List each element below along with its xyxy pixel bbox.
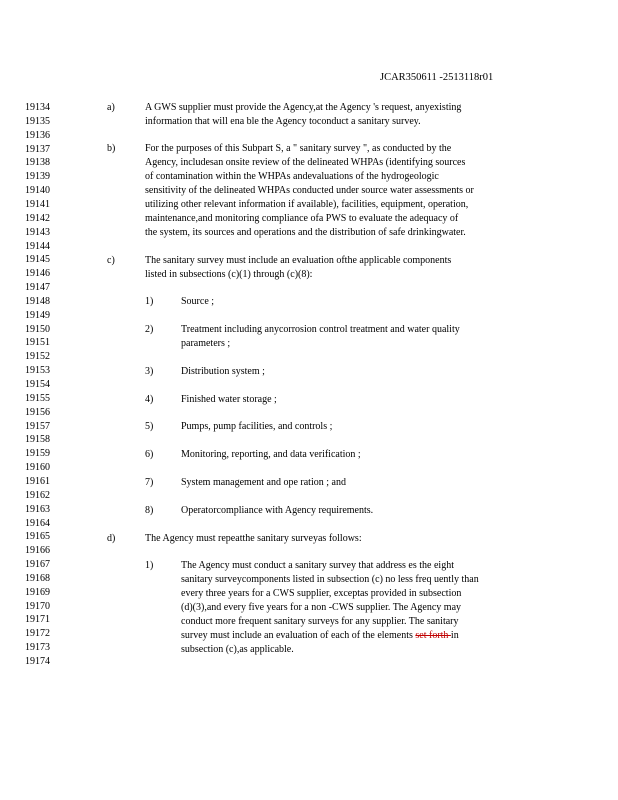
section-c-label: c) — [107, 255, 115, 266]
item-c3-number: 3) — [145, 366, 154, 377]
line-number: 19157 — [25, 420, 50, 432]
text-line: A GWS supplier must provide the Agency,at the Agency 's request, anyexisting — [145, 102, 462, 113]
text-fragment: survey must include an evaluation of each of the elements — [181, 630, 416, 641]
line-number: 19135 — [25, 115, 50, 127]
line-number: 19169 — [25, 586, 50, 598]
line-number: 19166 — [25, 545, 50, 557]
line-number: 19165 — [25, 531, 50, 543]
text-line: Treatment including anycorrosion control treatment and water quality — [181, 324, 460, 335]
text-line: subsection (c),as applicable. — [181, 644, 294, 655]
text-line-with-deletion — [181, 629, 479, 643]
line-number: 19156 — [25, 406, 50, 418]
line-number: 19159 — [25, 448, 50, 460]
line-number: 19158 — [25, 434, 50, 446]
section-a-text — [145, 101, 461, 129]
item-d1-number: 1) — [145, 560, 154, 571]
line-number: 19138 — [25, 157, 50, 169]
section-b-text — [145, 142, 474, 240]
text-line: Monitoring, reporting, and data verification ; — [181, 449, 361, 460]
item-c2-text — [181, 323, 460, 351]
item-c4-number: 4) — [145, 394, 154, 405]
section-d-label: d) — [107, 533, 116, 544]
line-number: 19139 — [25, 171, 50, 183]
line-number: 19141 — [25, 198, 50, 210]
document-header: JCAR350611 -2513118r01 — [380, 72, 494, 83]
line-number: 19171 — [25, 614, 50, 626]
line-number: 19136 — [25, 129, 50, 141]
text-line: information that will ena ble the Agency toconduct a sanitary survey. — [145, 116, 421, 127]
item-c6-text — [181, 448, 361, 462]
section-a-label: a) — [107, 102, 115, 113]
line-number: 19142 — [25, 212, 50, 224]
line-number: 19164 — [25, 517, 50, 529]
text-line: (d)(3),and every five years for a non -CWS supplier. The Agency may — [181, 602, 462, 613]
item-c4-text — [181, 393, 277, 407]
line-number: 19151 — [25, 337, 50, 349]
text-line: The Agency must repeatthe sanitary surveyas follows: — [145, 533, 362, 544]
line-number: 19147 — [25, 282, 50, 293]
line-number: 19162 — [25, 489, 50, 501]
text-line: every three years for a CWS supplier, exceptas provided in subsection — [181, 588, 462, 599]
text-line: Distribution system ; — [181, 366, 265, 377]
line-number: 19172 — [25, 628, 50, 640]
text-line: Operatorcompliance with Agency requirements. — [181, 505, 374, 516]
line-number: 19153 — [25, 365, 50, 377]
item-c3-text — [181, 365, 265, 379]
line-number: 19140 — [25, 185, 50, 197]
item-c2-number: 2) — [145, 324, 154, 335]
line-number: 19150 — [25, 323, 50, 335]
item-c8-text — [181, 504, 373, 518]
line-number: 19155 — [25, 392, 50, 404]
line-number: 19168 — [25, 572, 50, 584]
item-c7-text — [181, 476, 346, 490]
text-line: of contamination within the WHPAs andevaluations of the hydrogeologic — [145, 171, 439, 182]
item-c7-number: 7) — [145, 477, 154, 488]
text-line: Source ; — [181, 296, 215, 307]
item-c1-text — [181, 295, 214, 309]
text-line: System management and ope ration ; and — [181, 477, 346, 488]
struck-deletion: set forth — [415, 630, 451, 641]
item-c5-text — [181, 420, 332, 434]
line-number: 19163 — [25, 503, 50, 515]
line-number: 19173 — [25, 642, 50, 654]
line-number: 19170 — [25, 600, 50, 612]
line-number: 19148 — [25, 295, 50, 307]
text-line: The Agency must conduct a sanitary survey that address es the eight — [181, 560, 454, 571]
section-d-text — [145, 532, 362, 546]
item-c1-number: 1) — [145, 296, 154, 307]
line-number: 19149 — [25, 309, 50, 321]
line-number: 19160 — [25, 462, 50, 474]
section-c-text — [145, 254, 451, 282]
line-number: 19154 — [25, 379, 50, 390]
text-line: Agency, includesan onsite review of the delineated WHPAs (identifying sources — [145, 157, 466, 168]
item-d1-text — [181, 559, 479, 657]
text-fragment: in — [450, 630, 459, 641]
text-line: sanitary surveycomponents listed in subsection (c) no less freq uently than — [181, 574, 479, 585]
text-line: For the purposes of this Subpart S, a " sanitary survey ", as conducted by the — [145, 143, 452, 154]
line-number: 19174 — [25, 656, 50, 667]
text-line: Pumps, pump facilities, and controls ; — [181, 421, 333, 432]
text-line: utilizing other relevant information if available), facilities, equipment, operation, — [145, 199, 469, 210]
line-number: 19167 — [25, 559, 50, 570]
item-c6-number: 6) — [145, 449, 154, 460]
section-b-label: b) — [107, 143, 116, 154]
line-number: 19134 — [25, 102, 50, 113]
line-number: 19143 — [25, 226, 50, 238]
line-number: 19144 — [25, 240, 50, 252]
text-line: sensitivity of the delineated WHPAs conducted under source water assessments or — [145, 185, 474, 196]
line-number: 19137 — [25, 143, 50, 155]
text-line: listed in subsections (c)(1) through (c)(8): — [145, 269, 313, 280]
line-number: 19146 — [25, 268, 50, 280]
line-number: 19145 — [25, 254, 50, 266]
text-line: parameters ; — [181, 338, 231, 349]
item-c8-number: 8) — [145, 505, 154, 516]
line-number: 19152 — [25, 351, 50, 363]
text-line: maintenance,and monitoring compliance ofa PWS to evaluate the adequacy of — [145, 213, 459, 224]
text-line: The sanitary survey must include an evaluation ofthe applicable components — [145, 255, 452, 266]
item-c5-number: 5) — [145, 421, 154, 432]
line-number: 19161 — [25, 475, 50, 487]
text-line: conduct more frequent sanitary surveys for any supplier. The sanitary — [181, 616, 459, 627]
text-line: Finished water storage ; — [181, 394, 277, 405]
text-line: the system, its sources and operations and the distribution of safe drinkingwater. — [145, 227, 466, 238]
